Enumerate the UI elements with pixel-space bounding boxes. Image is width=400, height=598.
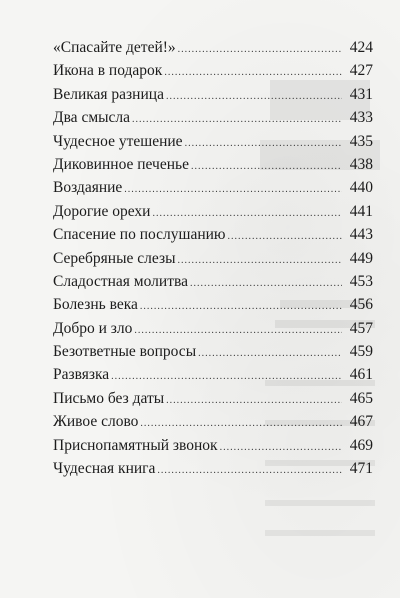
toc-entry-page: 443 <box>349 226 373 244</box>
toc-entry-page: 469 <box>349 436 373 454</box>
toc-entry <box>53 270 373 293</box>
toc-entry-page: 438 <box>349 155 373 173</box>
toc-entry-title: Чудесное утешение <box>53 132 183 150</box>
toc-entry <box>53 434 373 457</box>
dot-leader <box>198 342 342 365</box>
dot-leader <box>140 295 342 318</box>
dot-leader <box>134 319 342 342</box>
dot-leader <box>111 365 342 388</box>
toc-entry-page: 424 <box>349 39 373 56</box>
toc-entry-page: 459 <box>349 343 373 361</box>
dot-leader <box>152 202 342 225</box>
toc-entry <box>53 106 373 129</box>
dot-leader <box>166 389 342 412</box>
toc-entry-page: 431 <box>349 85 373 103</box>
toc-entry-page: 457 <box>349 319 373 337</box>
dot-leader <box>185 132 342 155</box>
toc-entry-title: Спасение по послушанию <box>53 226 226 244</box>
toc-entry <box>53 176 373 199</box>
toc-entry-title: «Спасайте детей!» <box>53 39 176 56</box>
toc-entry-page: 433 <box>349 109 373 127</box>
dot-leader <box>124 178 342 201</box>
toc-entry <box>53 363 373 386</box>
toc-entry-page: 440 <box>349 179 373 197</box>
dot-leader <box>132 108 342 131</box>
toc-entry-page: 441 <box>349 202 373 220</box>
dot-leader <box>220 436 342 459</box>
dot-leader <box>178 38 342 61</box>
toc-entry-title: Дорогие орехи <box>53 202 151 220</box>
toc-entry-page: 465 <box>349 389 373 407</box>
toc-entry-title: Безответные вопросы <box>53 343 197 361</box>
dot-leader <box>191 155 342 178</box>
dot-leader <box>164 61 342 84</box>
toc-entry <box>53 153 373 176</box>
dot-leader <box>228 225 342 248</box>
table-of-contents <box>53 36 373 480</box>
toc-entry-page: 471 <box>349 460 373 478</box>
toc-entry-page: 427 <box>349 62 373 80</box>
toc-entry-title: Добро и зло <box>53 319 133 337</box>
toc-entry-title: Письмо без даты <box>53 389 165 407</box>
toc-entry <box>53 410 373 433</box>
toc-entry <box>53 83 373 106</box>
dot-leader <box>190 272 342 295</box>
toc-entry <box>53 36 373 59</box>
toc-entry-title: Икона в подарок <box>53 62 163 80</box>
dot-leader <box>140 412 342 435</box>
dot-leader <box>166 85 342 108</box>
toc-entry <box>53 200 373 223</box>
toc-entry <box>53 293 373 316</box>
toc-entry <box>53 317 373 340</box>
dot-leader <box>157 459 342 482</box>
toc-entry-page: 461 <box>349 366 373 384</box>
toc-entry-page: 453 <box>349 272 373 290</box>
toc-entry <box>53 59 373 82</box>
toc-entry-page: 467 <box>349 413 373 431</box>
toc-entry <box>53 457 373 480</box>
toc-entry <box>53 247 373 270</box>
toc-entry-title: Живое слово <box>53 413 139 431</box>
toc-entry-page: 449 <box>349 249 373 267</box>
toc-entry-title: Развязка <box>53 366 110 384</box>
toc-entry-title: Приснопамятный звонок <box>53 436 218 454</box>
toc-entry-title: Чудесная книга <box>53 460 156 478</box>
toc-entry-title: Воздаяние <box>53 179 123 197</box>
toc-entry-title: Диковинное печенье <box>53 155 189 173</box>
toc-entry <box>53 340 373 363</box>
toc-entry <box>53 387 373 410</box>
toc-entry <box>53 223 373 246</box>
dot-leader <box>178 249 343 272</box>
toc-entry <box>53 130 373 153</box>
toc-entry-title: Серебряные слезы <box>53 249 176 267</box>
toc-entry-title: Сладостная молитва <box>53 272 188 290</box>
toc-entry-title: Великая разница <box>53 85 164 103</box>
toc-entry-title: Два смысла <box>53 109 131 127</box>
toc-entry-page: 456 <box>349 296 373 314</box>
toc-entry-title: Болезнь века <box>53 296 138 314</box>
toc-entry-page: 435 <box>349 132 373 150</box>
